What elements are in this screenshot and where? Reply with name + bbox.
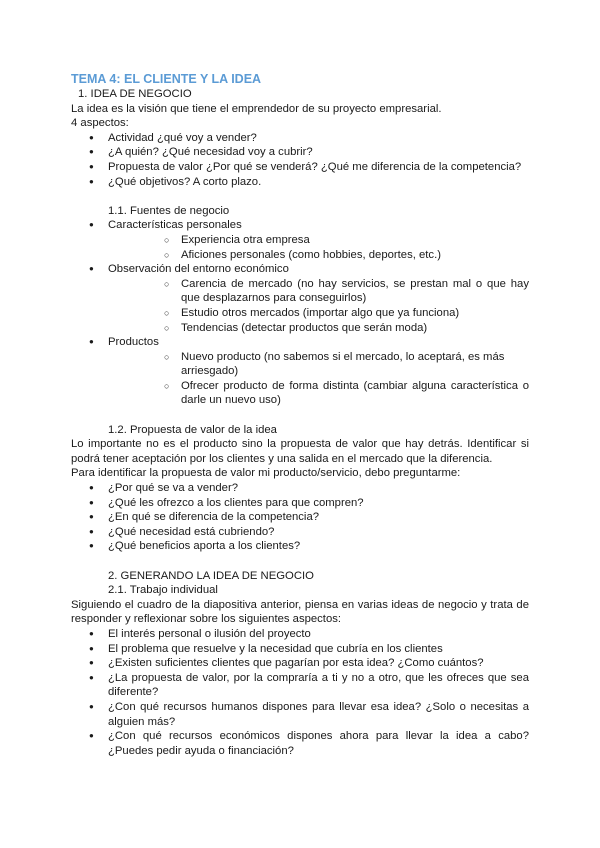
list-item: ● ¿Existen suficientes clientes que pagarían por esta idea? ¿Como cuántos? xyxy=(71,656,529,671)
list-item xyxy=(71,335,529,408)
list-item: ● ¿Con qué recursos económicos dispones ahora para llevar la idea a cabo? ¿Puedes pedir ayuda o financiación? xyxy=(71,729,529,758)
list-item: ○ Experiencia otra empresa xyxy=(108,233,529,248)
list-item: ○ Aficiones personales (como hobbies, deportes, etc.) xyxy=(108,248,529,263)
list-item: ○ Ofrecer producto de forma distinta (cambiar alguna característica o darle un nuevo uso) xyxy=(108,379,529,408)
reflection-list xyxy=(71,627,529,758)
subsection-1-2-heading: 1.2. Propuesta de valor de la idea xyxy=(108,423,277,436)
section-2-heading: 2. GENERANDO LA IDEA DE NEGOCIO xyxy=(108,569,314,582)
questions-list xyxy=(71,481,529,554)
list-item: ● ¿Qué necesidad está cubriendo? xyxy=(71,525,529,540)
section-1-heading: 1. IDEA DE NEGOCIO xyxy=(78,88,192,100)
list-item: ○ Estudio otros mercados (importar algo que ya funciona) xyxy=(108,306,529,321)
section-1-count: 4 aspectos: xyxy=(71,117,129,130)
list-item: ● ¿La propuesta de valor, por la compraría a ti y no a otro, que les ofreces que sea diferente? xyxy=(71,671,529,700)
list-item: ○ Carencia de mercado (no hay servicios, se prestan mal o que hay que desplazarnos para conseguirlos) xyxy=(108,277,529,306)
group-label: Características personales xyxy=(108,219,242,232)
group-label: Productos xyxy=(108,336,159,349)
list-item: ● ¿Con qué recursos humanos dispones para llevar esa idea? ¿Solo o necesitas a alguien más? xyxy=(71,700,529,729)
list-item: ○ Nuevo producto (no sabemos si el mercado, lo aceptará, es más arriesgado) xyxy=(108,350,529,379)
list-item: ● ¿Por qué se va a vender? xyxy=(71,481,529,496)
list-item: ● ¿En qué se diferencia de la competencia? xyxy=(71,510,529,525)
sources-list xyxy=(71,218,529,408)
subsection-1-1-heading: 1.1. Fuentes de negocio xyxy=(108,204,230,217)
list-item: ● Propuesta de valor ¿Por qué se venderá? ¿Qué me diferencia de la competencia? xyxy=(71,160,529,175)
list-item: ● ¿Qué beneficios aporta a los clientes? xyxy=(71,539,529,554)
value-proposition-paragraph: Lo importante no es el producto sino la propuesta de valor que hay detrás. Identificar si podrá tener aceptación por los clientes y una salida en el mercado que la diferencia. xyxy=(71,438,529,465)
list-item: ● El interés personal o ilusión del proyecto xyxy=(71,627,529,642)
list-item: ● Actividad ¿qué voy a vender? xyxy=(71,131,529,146)
list-item: ● ¿Qué les ofrezco a los clientes para que compren? xyxy=(71,496,529,511)
list-item: ● ¿Qué objetivos? A corto plazo. xyxy=(71,175,529,190)
page-title: TEMA 4: EL CLIENTE Y LA IDEA xyxy=(71,72,262,86)
section-1-intro: La idea es la visión que tiene el emprendedor de su proyecto empresarial. xyxy=(71,102,442,115)
list-item: ● El problema que resuelve y la necesidad que cubría en los clientes xyxy=(71,642,529,657)
document-body xyxy=(71,72,529,758)
value-proposition-question: Para identificar la propuesta de valor mi producto/servicio, debo preguntarme: xyxy=(71,467,461,480)
list-item xyxy=(71,218,529,262)
group-label: Observación del entorno económico xyxy=(108,263,289,276)
list-item: ○ Tendencias (detectar productos que serán moda) xyxy=(108,321,529,336)
aspects-list xyxy=(71,131,529,189)
list-item xyxy=(71,262,529,335)
subsection-2-1-heading: 2.1. Trabajo individual xyxy=(108,584,218,597)
list-item: ● ¿A quién? ¿Qué necesidad voy a cubrir? xyxy=(71,145,529,160)
section-2-paragraph: Siguiendo el cuadro de la diapositiva anterior, piensa en varias ideas de negocio y trata de responder y reflexionar sobre los siguientes aspectos: xyxy=(71,598,529,626)
